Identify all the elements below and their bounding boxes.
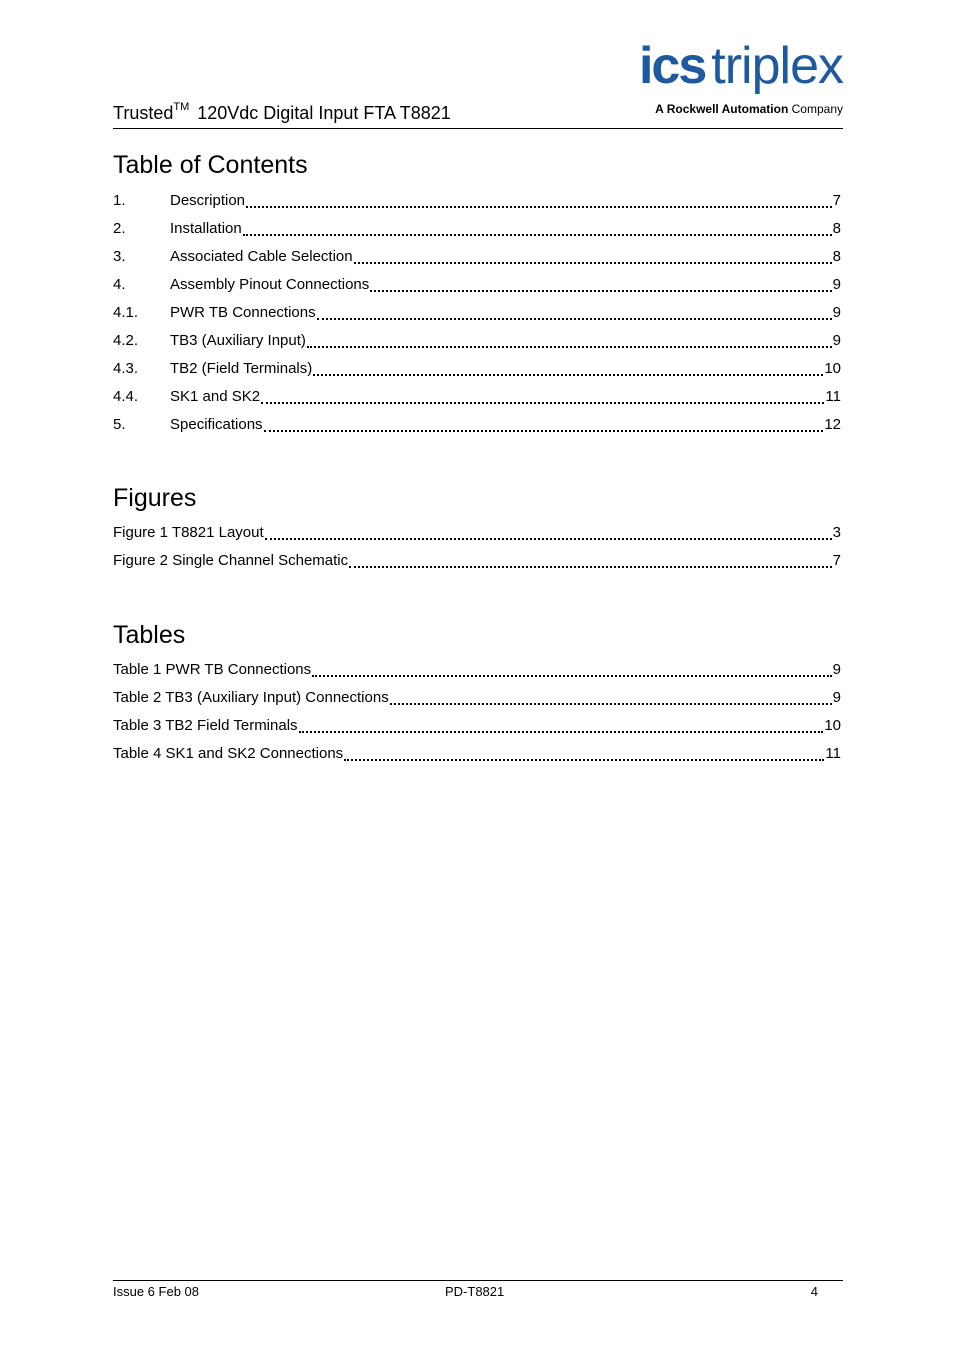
tables-title: Tables xyxy=(113,621,186,649)
toc-entry-number: 3. xyxy=(113,247,126,265)
toc-entry-text: TB2 (Field Terminals) xyxy=(170,359,313,377)
toc-entry-number: 4.2. xyxy=(113,331,139,349)
toc-entry-number: 1. xyxy=(113,191,126,209)
page-header xyxy=(113,37,843,129)
dot-leader xyxy=(344,748,824,761)
toc-entry[interactable] xyxy=(113,242,841,270)
toc-entry-page: 11 xyxy=(825,387,841,405)
toc-entry-number: 4.4. xyxy=(113,387,139,405)
ics-triplex-logo xyxy=(611,37,843,120)
toc-entry[interactable] xyxy=(113,186,841,214)
toc-entry[interactable] xyxy=(113,354,841,382)
toc-entry-number: 4.1. xyxy=(113,303,139,321)
toc-entry-page: 12 xyxy=(824,415,841,433)
logo-tagline xyxy=(655,102,843,116)
title-rest: 120Vdc Digital Input FTA T8821 xyxy=(197,103,451,123)
trademark-mark: TM xyxy=(173,101,190,113)
dot-leader xyxy=(390,692,832,705)
table-entry[interactable] xyxy=(113,739,841,767)
table-entry-page: 10 xyxy=(824,716,841,734)
toc-entry-text: Installation xyxy=(170,219,242,237)
toc-title: Table of Contents xyxy=(113,151,308,179)
toc-entry-page: 9 xyxy=(832,275,841,293)
toc-entry-text: TB3 (Auxiliary Input) xyxy=(170,331,306,349)
page-footer xyxy=(113,1280,843,1303)
toc-entry-text: SK1 and SK2 xyxy=(170,387,261,405)
document-title xyxy=(113,103,451,124)
table-entry-text: Table 4 SK1 and SK2 Connections xyxy=(113,744,344,762)
table-entry-page: 9 xyxy=(832,660,841,678)
toc-entry-page: 8 xyxy=(832,247,841,265)
dot-leader xyxy=(349,555,832,568)
dot-leader xyxy=(317,307,832,320)
dot-leader xyxy=(243,223,832,236)
toc-entry[interactable] xyxy=(113,298,841,326)
table-entry[interactable] xyxy=(113,683,841,711)
logo-tagline-bold: A Rockwell Automation xyxy=(655,102,789,116)
toc-entry-number: 4. xyxy=(113,275,126,293)
dot-leader xyxy=(264,419,824,432)
tables-list xyxy=(113,655,841,767)
dot-leader xyxy=(261,391,824,404)
dot-leader xyxy=(307,335,832,348)
title-prefix: Trusted xyxy=(113,103,174,123)
dot-leader xyxy=(312,664,832,677)
toc-list xyxy=(113,186,841,438)
logo-triplex: triplex xyxy=(711,37,843,95)
toc-entry[interactable] xyxy=(113,410,841,438)
table-entry[interactable] xyxy=(113,655,841,683)
dot-leader xyxy=(370,279,831,292)
figure-entry[interactable] xyxy=(113,546,841,574)
footer-page-number: 4 xyxy=(810,1284,818,1299)
toc-entry-text: Specifications xyxy=(170,415,263,433)
table-entry-text: Table 3 TB2 Field Terminals xyxy=(113,716,298,734)
dot-leader xyxy=(299,720,824,733)
toc-entry-number: 5. xyxy=(113,415,126,433)
dot-leader xyxy=(246,195,832,208)
toc-entry-text: Assembly Pinout Connections xyxy=(170,275,370,293)
figure-entry-text: Figure 1 T8821 Layout xyxy=(113,523,264,541)
footer-issue: Issue 6 Feb 08 xyxy=(113,1284,199,1299)
figure-entry-text: Figure 2 Single Channel Schematic xyxy=(113,551,349,569)
toc-entry[interactable] xyxy=(113,382,841,410)
dot-leader xyxy=(354,251,832,264)
figures-title: Figures xyxy=(113,484,197,512)
table-entry-text: Table 2 TB3 (Auxiliary Input) Connections xyxy=(113,688,389,706)
logo-tagline-normal: Company xyxy=(791,102,843,116)
toc-entry-page: 7 xyxy=(832,191,841,209)
table-entry-page: 11 xyxy=(825,744,841,762)
toc-entry-number: 4.3. xyxy=(113,359,139,377)
figure-entry[interactable] xyxy=(113,518,841,546)
toc-entry-page: 10 xyxy=(824,359,841,377)
toc-entry-text: Associated Cable Selection xyxy=(170,247,353,265)
figure-entry-page: 3 xyxy=(832,523,841,541)
toc-entry-page: 8 xyxy=(832,219,841,237)
toc-entry-text: PWR TB Connections xyxy=(170,303,316,321)
toc-entry-number: 2. xyxy=(113,219,126,237)
logo-wordmark xyxy=(638,37,843,95)
toc-entry-page: 9 xyxy=(832,303,841,321)
dot-leader xyxy=(313,363,823,376)
toc-entry-text: Description xyxy=(170,191,246,209)
dot-leader xyxy=(265,527,832,540)
toc-entry[interactable] xyxy=(113,326,841,354)
table-entry-text: Table 1 PWR TB Connections xyxy=(113,660,312,678)
figure-entry-page: 7 xyxy=(832,551,841,569)
figures-list xyxy=(113,518,841,574)
table-entry-page: 9 xyxy=(832,688,841,706)
toc-entry[interactable] xyxy=(113,270,841,298)
toc-entry-page: 9 xyxy=(832,331,841,349)
table-entry[interactable] xyxy=(113,711,841,739)
toc-entry[interactable] xyxy=(113,214,841,242)
footer-doc-id: PD-T8821 xyxy=(445,1284,505,1299)
logo-ics: ics xyxy=(638,37,706,95)
